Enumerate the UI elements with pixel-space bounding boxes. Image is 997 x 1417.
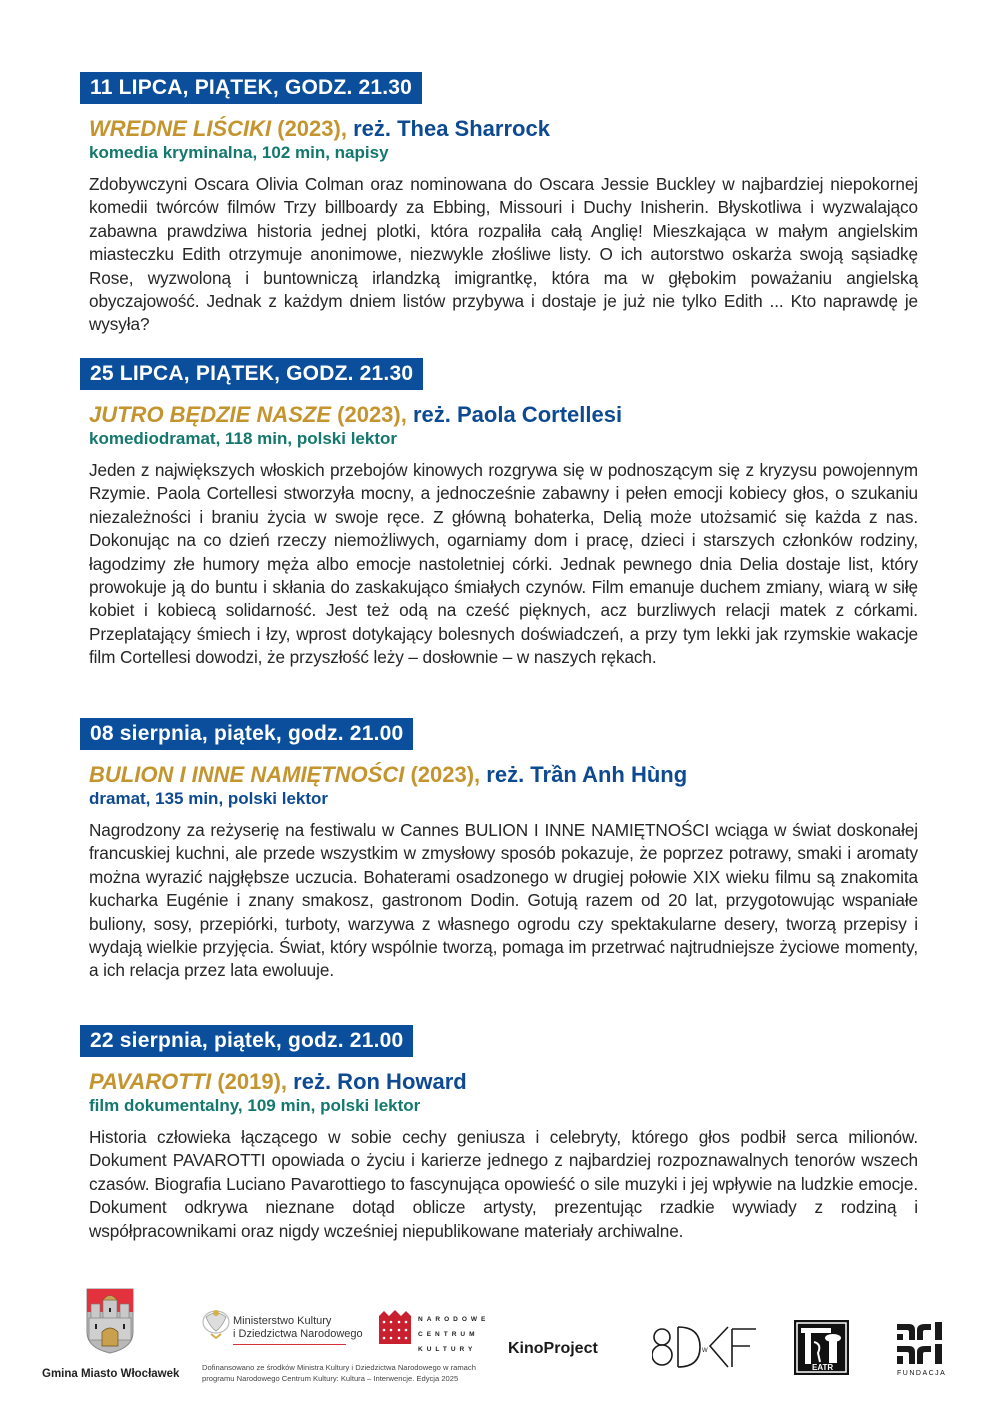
- film-details: komediodramat, 118 min, polski lektor: [89, 429, 397, 448]
- nck-line-1: NARODOWE: [418, 1316, 490, 1323]
- fundacja-logo: [895, 1320, 947, 1366]
- ministry-eagle-logo: [202, 1307, 230, 1341]
- sponsor-logos: [0, 1280, 997, 1400]
- ministry-name: [233, 1315, 363, 1341]
- film-description: Nagrodzony za reżyserię na festiwalu w Cannes BULION I INNE NAMIĘTNOŚCI wciąga w świat doskonałej francuskiej kuchni, ale przede wszystkim w zmysłowy sposób pokazuje, że poprzez potrawy, smaki i aromaty można wyrazić najgłębsze uczucia. Bohaterami osadzonego w drugiej połowie XIX wieku filmu są znakomita kucharka Eugénie i znany smakosz, gastronom Dodin. Gotują razem od 20 lat, przygotowując wspaniałe buliony, sosy, przepiórki, turboty, warzywa z własnego ogrodu czy spektakularne desery, tworzą przepisy i wydają wielkie przyjęcia. Świat, który wspólnie tworzą, pomaga im przetrwać najtrudniejsze życiowe momenty, a ich relacja przez lata ewoluuje.: [89, 820, 918, 981]
- fundacja-label: FUNDACJA: [897, 1370, 947, 1377]
- ministry-line-2: i Dziedzictwa Narodowego: [233, 1328, 363, 1340]
- ministry-underline: [233, 1344, 346, 1345]
- film-year: (2019),: [211, 1069, 288, 1094]
- film-details: komedia kryminalna, 102 min, napisy: [89, 143, 389, 162]
- film-director: reż. Thea Sharrock: [346, 116, 550, 141]
- teatr-logo: [794, 1320, 849, 1375]
- ministry-line-1: Ministerstwo Kultury: [233, 1315, 332, 1327]
- film-heading: [89, 402, 920, 428]
- screening-date: 25 LIPCA, PIĄTEK, GODZ. 21.30: [80, 358, 423, 390]
- nck-line-3: KULTURY: [418, 1346, 477, 1353]
- nck-name: [418, 1312, 489, 1357]
- film-director: reż. Trần Anh Hùng: [480, 762, 688, 787]
- kinoproject-logo: KinoProject: [508, 1340, 598, 1357]
- film-description: Historia człowieka łączącego w sobie cechy geniusza i celebryty, którego głos podbił serca milionów. Dokument PAVAROTTI opowiada o życiu i karierze jednego z najbardziej rozpoznawalnych tenorów wszech czasów. Biografia Luciano Pavarottiego to fascynująca opowieść o sile muzyki i jej wpływie na ludzkie emocje. Dokument odkrywa nieznane dotąd oblicze artysty, prezentując rzadkie wywiady z rodziną i współpracownikami oraz nigdy wcześniej niepublikowane materiały archiwalne.: [89, 1127, 918, 1241]
- film-title: JUTRO BĘDZIE NASZE: [89, 402, 332, 427]
- nck-crown-logo: [379, 1310, 411, 1344]
- wloclawek-coat-of-arms-logo: [86, 1288, 134, 1354]
- film-description: Zdobywczyni Oscara Olivia Colman oraz nominowana do Oscara Jessie Buckley w najbardziej niepokornej komedii twórców filmów Trzy billboardy za Ebbing, Missouri i Duchy Inisherin. Błyskotliwa i wyzwalająco zabawna prawdziwa historia jednej plotki, która rozpaliła całą Anglię! Mieszkająca w małym angielskim miasteczku Edith otrzymuje anonimowe, niezwykle złośliwe listy. O ich autorstwo oskarża swoją sąsiadkę Rose, wyzwoloną i buntowniczą irlandzką imigrantkę, która ma w głębokim poważaniu angielską obyczajowość. Jednak z każdym dniem listów przybywa i dostaje je już nie tylko Edith ... Kto naprawdę je wysyła?: [89, 174, 918, 335]
- nck-line-2: CENTRUM: [418, 1331, 479, 1338]
- film-director: reż. Ron Howard: [287, 1069, 467, 1094]
- film-director: reż. Paola Cortellesi: [406, 402, 623, 427]
- film-year: (2023),: [404, 762, 481, 787]
- film-details: film dokumentalny, 109 min, polski lektor: [89, 1096, 421, 1115]
- screening-2: [80, 358, 920, 670]
- film-year: (2023),: [331, 402, 407, 427]
- dkf-logo: [652, 1324, 758, 1370]
- screening-date: 11 LIPCA, PIĄTEK, GODZ. 21.30: [80, 72, 422, 104]
- gmina-label: Gmina Miasto Włocławek: [42, 1368, 180, 1380]
- film-heading: [89, 116, 920, 142]
- funding-line-2: programu Narodowego Centrum Kultury: Kultura – Interwencje. Edycja 2025: [202, 1374, 459, 1383]
- screening-4: [80, 1025, 920, 1243]
- film-heading: [89, 1069, 920, 1095]
- film-description: Jeden z największych włoskich przebojów kinowych rozgrywa się w podnoszącym się z kryzysu powojennym Rzymie. Paola Cortellesi stworzyła mocny, a jednocześnie zabawny i pełen emocji kobiecy głos, o szukaniu niezależności i braniu życia w swoje ręce. Z główną bohaterka, Delią może utożsamić się każda z nas. Dokonując na co dzień rzeczy niemożliwych, ogarniamy dom i pracę, dzieci i starszych członków rodziny, łagodzimy złe humory męża albo emocje nastoletniej córki. Jednak pewnego dnia Delia dostaje list, który prowokuje ją do buntu i skłania do zaskakująco śmiałych czynów. Film emanuje duchem zmiany, wiarą w siłę kobiet i kobiecą solidarność. Jest też odą na cześć pięknych, acz burzliwych relacji matek z córkami. Przeplatający śmiech i łzy, wprost dotykający bolesnych doświadczeń, a przy tym lekki jak rzymskie wakacje film Cortellesi dowodzi, że przyszłość leży – dosłownie – w naszych rękach.: [89, 460, 918, 668]
- svg-text:EATR: EATR: [812, 1363, 834, 1372]
- film-year: (2023),: [271, 116, 347, 141]
- film-title: WREDNE LIŚCIKI: [89, 116, 272, 141]
- film-details: dramat, 135 min, polski lektor: [89, 789, 329, 808]
- screening-date: 22 sierpnia, piątek, godz. 21.00: [80, 1025, 413, 1057]
- funding-line-1: Dofinansowano ze środków Ministra Kultury i Dziedzictwa Narodowego w ramach: [202, 1363, 476, 1372]
- funding-note: [202, 1362, 476, 1384]
- screening-date: 08 sierpnia, piątek, godz. 21.00: [80, 718, 413, 750]
- svg-text:W: W: [702, 1348, 708, 1354]
- screening-1: [80, 72, 920, 337]
- film-title: PAVAROTTI: [89, 1069, 212, 1094]
- screening-3: [80, 718, 920, 983]
- film-heading: [89, 762, 920, 788]
- film-title: BULION I INNE NAMIĘTNOŚCI: [89, 762, 405, 787]
